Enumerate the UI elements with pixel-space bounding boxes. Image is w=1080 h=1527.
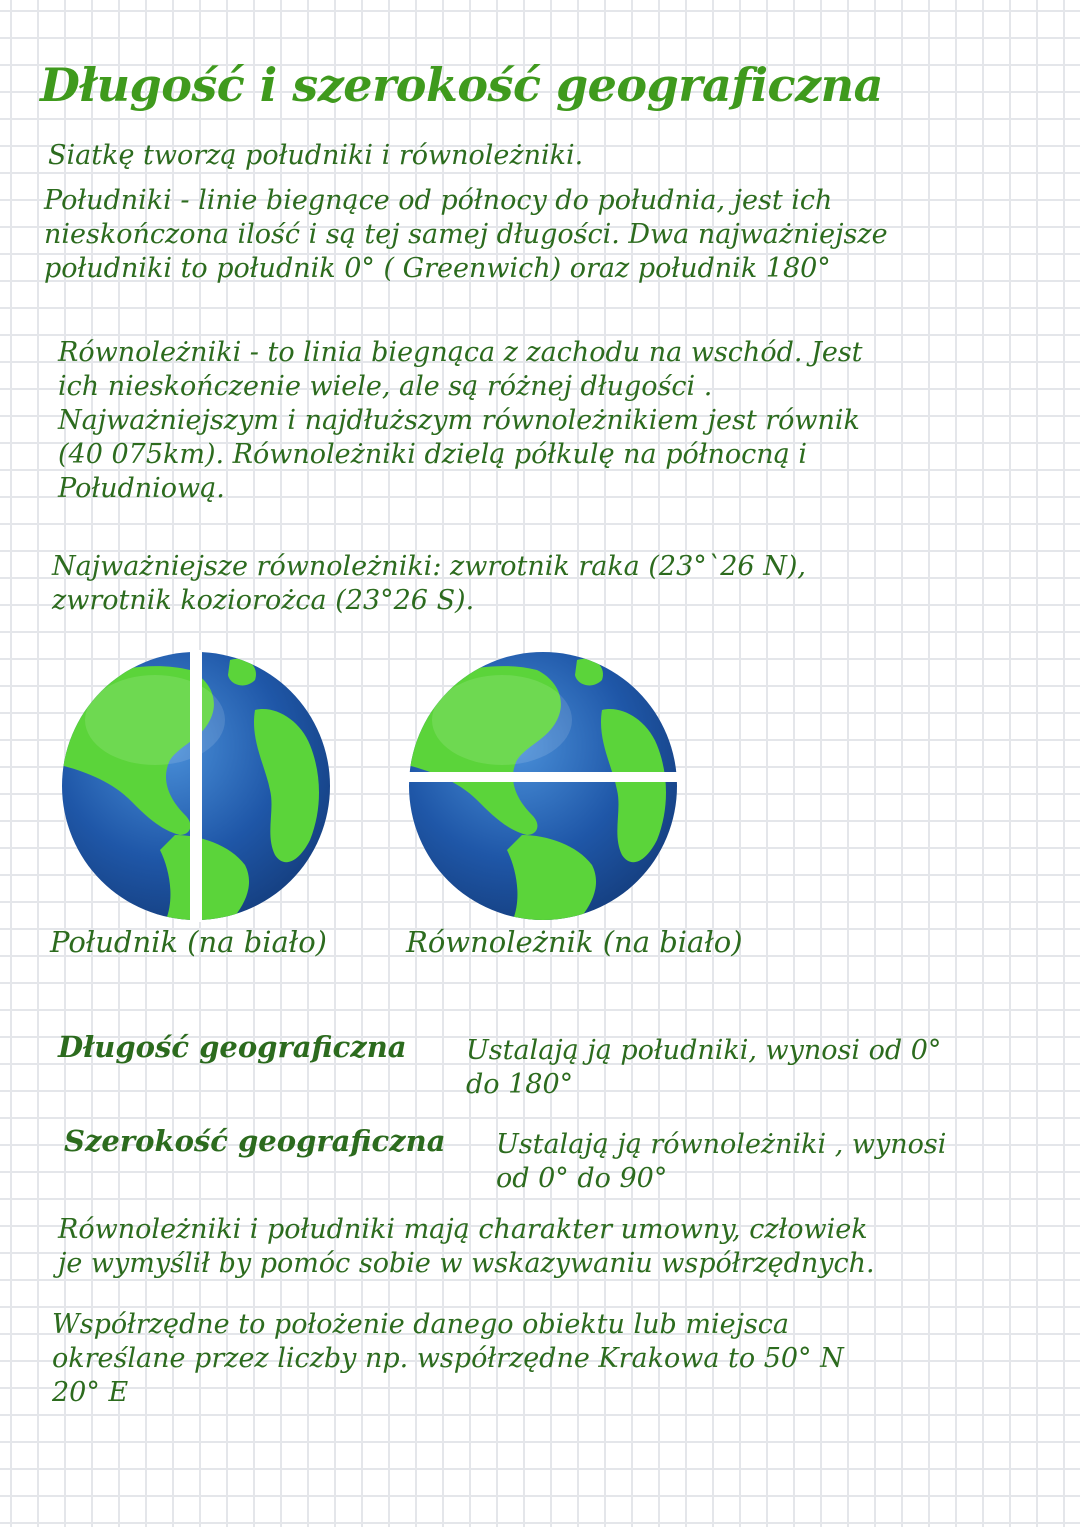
meridian-globe-icon [60,650,332,922]
intro-paragraph: Siatkę tworzą południki i równoleżniki. [48,140,584,171]
latitude-term: Szerokość geograficzna [64,1124,446,1158]
longitude-definition: Ustalają ją południki, wynosi od 0° do 180° [466,1035,942,1100]
parallels-paragraph: Równoleżniki - to linia biegnąca z zachodu na wschód. Jest ich nieskończenie wiele, ale są różnej długości . Najważniejszym i najdłuższym równoleżnikiem jest równik (40 075km). Równoleżniki dzielą półkulę na północną i Południową. [58,337,863,504]
parallel-caption: Równoleżnik (na biało) [406,925,743,959]
meridians-paragraph: Południki - linie biegnące od północy do południa, jest ich nieskończona ilość i są tej samej długości. Dwa najważniejsze południki to południk 0° ( Greenwich) oraz południk 180° [44,185,888,284]
conventional-paragraph: Równoleżniki i południki mają charakter umowny, człowiek je wymyślił by pomóc sobie w wskazywaniu współrzędnych. [58,1214,875,1279]
parallel-line [407,772,679,782]
important-parallels-paragraph: Najważniejsze równoleżniki: zwrotnik raka (23°`26 N), zwrotnik koziorożca (23°26 S). [52,551,806,616]
meridian-line [190,650,202,922]
page-title: Długość i szerokość geograficzna [40,58,883,112]
parallel-globe-icon [407,650,679,922]
latitude-definition: Ustalają ją równoleżniki , wynosi od 0° do 90° [496,1129,947,1194]
coordinates-paragraph: Współrzędne to położenie danego obiektu lub miejsca określane przez liczby np. współrzędne Krakowa to 50° N 20° E [52,1309,844,1408]
longitude-term: Długość geograficzna [58,1030,407,1064]
meridian-caption: Południk (na biało) [50,925,327,959]
